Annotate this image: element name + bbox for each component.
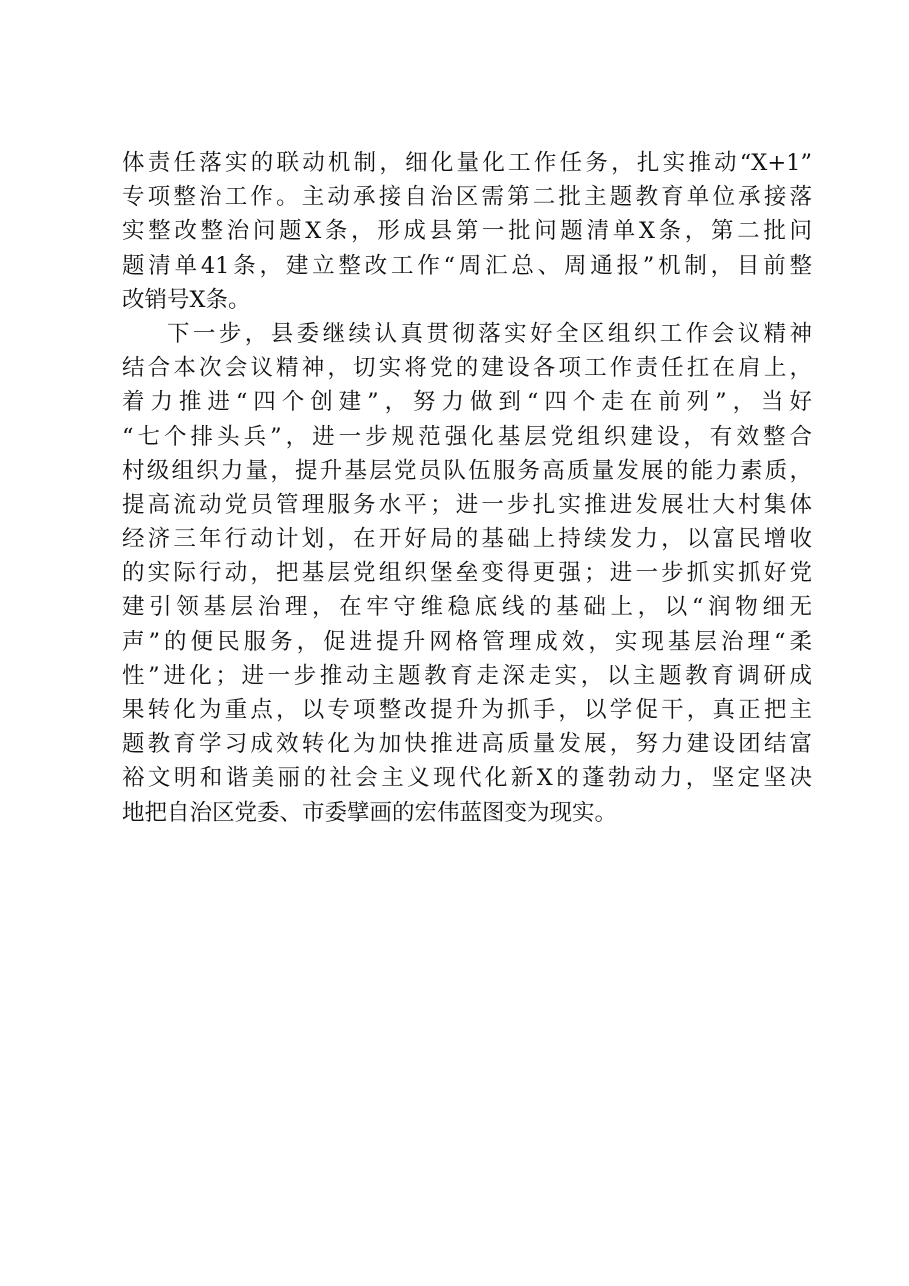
text-line: 经济三年行动计划，在开好局的基础上持续发力，以富民增收: [122, 526, 812, 553]
text-line: 地把自治区党委、市委擘画的宏伟蓝图变为现实。: [122, 799, 618, 826]
text-line: 实整改整治问题X条，形成县第一批问题清单X条，第二批问: [122, 218, 812, 245]
text-line: 建引领基层治理，在牢守维稳底线的基础上，以“润物细无: [122, 594, 812, 621]
text-line: 改销号X条。: [122, 286, 251, 313]
text-line: 的实际行动，把基层党组织堡垒变得更强；进一步抓实抓好党: [122, 560, 812, 587]
text-line: 果转化为重点，以专项整改提升为抓手，以学促干，真正把主: [122, 697, 812, 723]
text-line: 结合本次会议精神，切实将党的建设各项工作责任扛在肩上，: [122, 355, 812, 382]
text-line: 声”的便民服务，促进提升网格管理成效，实现基层治理“柔: [122, 628, 812, 655]
text-line: 题清单41条，建立整改工作“周汇总、周通报”机制，目前整: [122, 252, 812, 279]
text-line: 提高流动党员管理服务水平；进一步扎实推进发展壮大村集体: [122, 491, 812, 518]
text-line: 下一步，县委继续认真贯彻落实好全区组织工作会议精神: [167, 320, 812, 347]
paragraph-2: [122, 317, 812, 830]
text-line: 题教育学习成效转化为加快推进高质量发展，努力建设团结富: [122, 731, 812, 758]
text-line: 专项整治工作。主动承接自治区需第二批主题教育单位承接落: [122, 184, 812, 211]
text-line: 裕文明和谐美丽的社会主义现代化新X的蓬勃动力，坚定坚决: [122, 765, 812, 792]
text-line: 性”进化；进一步推动主题教育走深走实，以主题教育调研成: [122, 662, 812, 689]
text-line: “七个排头兵”，进一步规范强化基层党组织建设，有效整合: [122, 423, 812, 450]
paragraph-1: [122, 146, 812, 317]
document-body: [122, 146, 812, 830]
text-line: 着力推进“四个创建”，努力做到“四个走在前列”，当好: [122, 389, 812, 416]
text-line: 体责任落实的联动机制，细化量化工作任务，扎实推动“X+1”: [122, 150, 812, 176]
text-line: 村级组织力量，提升基层党员队伍服务高质量发展的能力素质，: [122, 457, 812, 484]
